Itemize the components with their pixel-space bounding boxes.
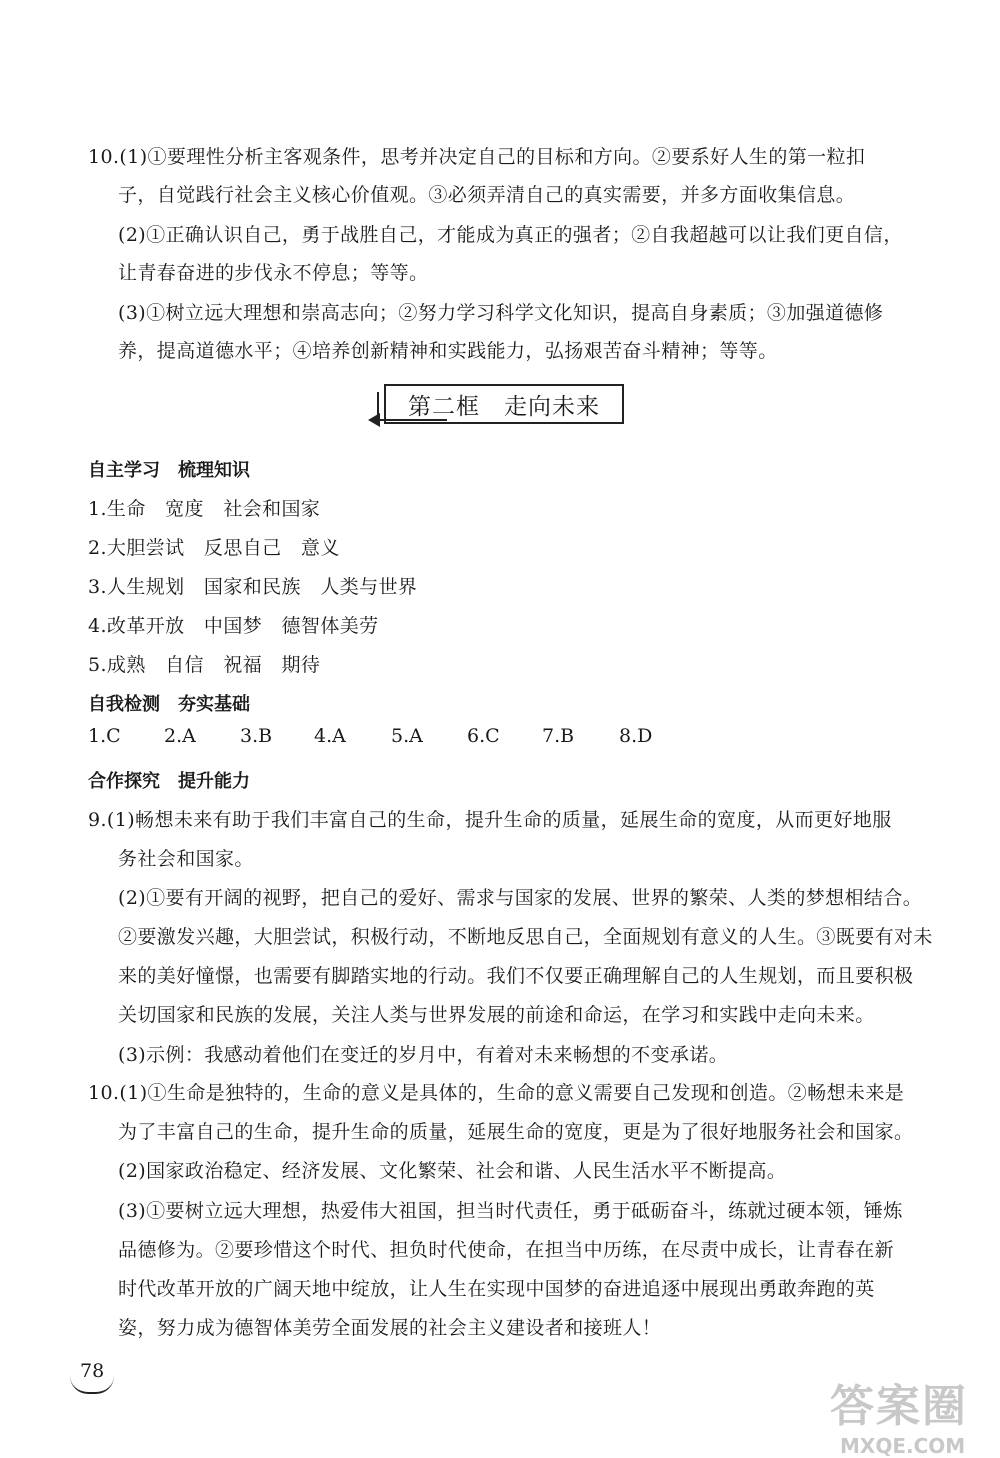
q10-line-5: 品德修为。②要珍惜这个时代、担负时代使命，在担当中历练，在尽责中成长，让青春在新	[118, 1239, 895, 1261]
answer-8: 8.D	[619, 725, 653, 747]
autonomous-item-3: 3.人生规划 国家和民族 人类与世界	[88, 576, 418, 598]
watermark-logo	[830, 1370, 968, 1458]
q10-line-4: (3)①要树立远大理想，热爱伟大祖国，担当时代责任，勇于砥砺奋斗，练就过硬本领，锤炼	[118, 1200, 903, 1222]
q10-prev-line-1: 10.(1)①要理性分析主客观条件，思考并决定自己的目标和方向。②要系好人生的第一粒扣	[88, 146, 866, 168]
q10-line-2: 为了丰富自己的生命，提升生命的质量，延展生命的宽度，更是为了很好地服务社会和国家。	[118, 1121, 914, 1143]
q9-line-2: 务社会和国家。	[118, 848, 254, 870]
q10-prev-line-4: 让青春奋进的步伐永不停息；等等。	[118, 262, 429, 284]
page-number-curve	[70, 1376, 114, 1394]
autonomous-item-5: 5.成熟 自信 祝福 期待	[88, 654, 321, 676]
autonomous-item-1: 1.生命 宽度 社会和国家	[88, 498, 321, 520]
answer-6: 6.C	[467, 725, 500, 747]
section-title-box	[384, 384, 624, 424]
section-title: 第二框 走向未来	[408, 393, 600, 420]
arrow-line	[377, 419, 447, 421]
autonomous-heading: 自主学习 梳理知识	[88, 460, 250, 481]
answer-1: 1.C	[88, 725, 121, 747]
q10-line-6: 时代改革开放的广阔天地中绽放，让人生在实现中国梦的奋进追逐中展现出勇敢奔跑的英	[118, 1278, 875, 1300]
watermark-text: 答案圈	[830, 1381, 968, 1432]
answer-7: 7.B	[542, 725, 575, 747]
q10-line-1: 10.(1)①生命是独特的，生命的意义是具体的，生命的意义需要自己发现和创造。②畅想未来是	[88, 1082, 905, 1104]
answer-2: 2.A	[164, 725, 196, 747]
autonomous-item-4: 4.改革开放 中国梦 德智体美劳	[88, 615, 379, 637]
arrow-left-icon	[368, 413, 380, 427]
answer-4: 4.A	[314, 725, 346, 747]
q9-line-5: 来的美好憧憬，也需要有脚踏实地的行动。我们不仅要正确理解自己的人生规划，而且要积极	[118, 965, 914, 987]
cooperation-heading: 合作探究 提升能力	[88, 771, 250, 792]
answer-3: 3.B	[240, 725, 273, 747]
watermark-url: MXQE.COM	[840, 1434, 966, 1458]
q9-line-1: 9.(1)畅想未来有助于我们丰富自己的生命，提升生命的质量，延展生命的宽度，从而更好地服	[88, 809, 892, 831]
q10-prev-line-3: (2)①正确认识自己，勇于战胜自己，才能成为真正的强者；②自我超越可以让我们更自信，	[118, 224, 903, 246]
q9-line-6: 关切国家和民族的发展，关注人类与世界发展的前途和命运，在学习和实践中走向未来。	[118, 1004, 875, 1026]
q10-line-3: (2)国家政治稳定、经济发展、文化繁荣、社会和谐、人民生活水平不断提高。	[118, 1160, 787, 1182]
answer-5: 5.A	[391, 725, 423, 747]
q10-prev-line-6: 养，提高道德水平；④培养创新精神和实践能力，弘扬艰苦奋斗精神；等等。	[118, 340, 778, 362]
q9-line-3: (2)①要有开阔的视野，把自己的爱好、需求与国家的发展、世界的繁荣、人类的梦想相结合。	[118, 887, 923, 909]
q9-line-7: (3)示例：我感动着他们在变迁的岁月中，有着对未来畅想的不变承诺。	[118, 1044, 729, 1066]
q9-line-4: ②要激发兴趣，大胆尝试，积极行动，不断地反思自己，全面规划有意义的人生。③既要有对未	[118, 926, 933, 948]
autonomous-item-2: 2.大胆尝试 反思自己 意义	[88, 537, 340, 559]
q10-line-7: 姿，努力成为德智体美劳全面发展的社会主义建设者和接班人！	[118, 1317, 662, 1339]
self-check-heading: 自我检测 夯实基础	[88, 694, 250, 715]
q10-prev-line-5: (3)①树立远大理想和崇高志向；②努力学习科学文化知识，提高自身素质；③加强道德修	[118, 302, 884, 324]
q10-prev-line-2: 子，自觉践行社会主义核心价值观。③必须弄清自己的真实需要，并多方面收集信息。	[118, 184, 856, 206]
page-number: 78	[80, 1360, 105, 1382]
